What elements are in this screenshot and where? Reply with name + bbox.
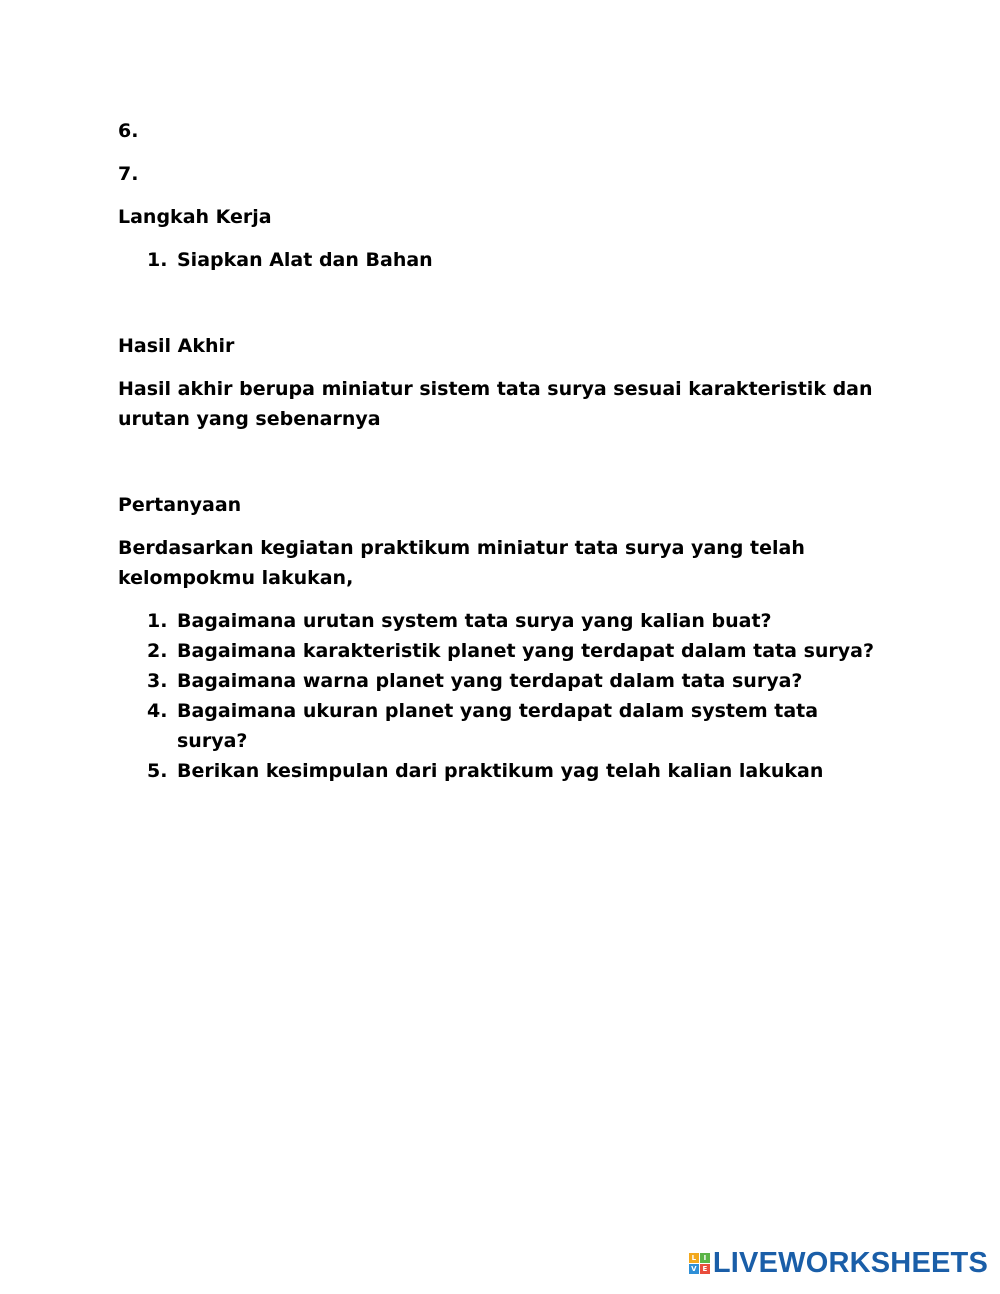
logo-badge-letter: E: [700, 1264, 710, 1274]
hasil-akhir-heading: Hasil Akhir: [118, 335, 235, 357]
list-item-number: 1.: [147, 249, 168, 271]
list-item-number: 2.: [147, 640, 168, 662]
list-item-text: Bagaimana ukuran planet yang terdapat dalam system tata surya?: [177, 700, 819, 752]
item-6: 6.: [118, 120, 139, 142]
list-item: [118, 606, 888, 636]
item-7: 7.: [118, 163, 139, 185]
list-item-text: Siapkan Alat dan Bahan: [177, 249, 433, 271]
logo-badge-letter: I: [700, 1253, 710, 1263]
logo-badge-icon: [689, 1253, 710, 1274]
pertanyaan-intro: Berdasarkan kegiatan praktikum miniatur tata surya yang telah kelompokmu lakukan,: [118, 537, 805, 589]
list-item: [118, 666, 888, 696]
langkah-kerja-heading: Langkah Kerja: [118, 206, 272, 228]
logo-badge-letter: V: [689, 1264, 699, 1274]
list-item: [118, 756, 888, 786]
langkah-kerja-list: [118, 245, 888, 275]
pertanyaan-list: [118, 606, 888, 786]
logo-text: LIVEWORKSHEETS: [712, 1247, 988, 1279]
pertanyaan-heading: Pertanyaan: [118, 494, 242, 516]
list-item-number: 5.: [147, 760, 168, 782]
list-item: [118, 696, 888, 756]
list-item-number: 1.: [147, 610, 168, 632]
logo-badge-letter: L: [689, 1253, 699, 1263]
list-item: [118, 636, 888, 666]
list-item-text: Bagaimana urutan system tata surya yang kalian buat?: [177, 610, 772, 632]
list-item: [118, 245, 888, 275]
list-item-text: Berikan kesimpulan dari praktikum yag telah kalian lakukan: [177, 760, 824, 782]
list-item-number: 4.: [147, 700, 168, 722]
list-item-text: Bagaimana karakteristik planet yang terdapat dalam tata surya?: [177, 640, 875, 662]
list-item-text: Bagaimana warna planet yang terdapat dalam tata surya?: [177, 670, 803, 692]
list-item-number: 3.: [147, 670, 168, 692]
liveworksheets-logo: [689, 1247, 988, 1280]
hasil-akhir-text: Hasil akhir berupa miniatur sistem tata surya sesuai karakteristik dan urutan yang sebenarnya: [118, 378, 873, 430]
